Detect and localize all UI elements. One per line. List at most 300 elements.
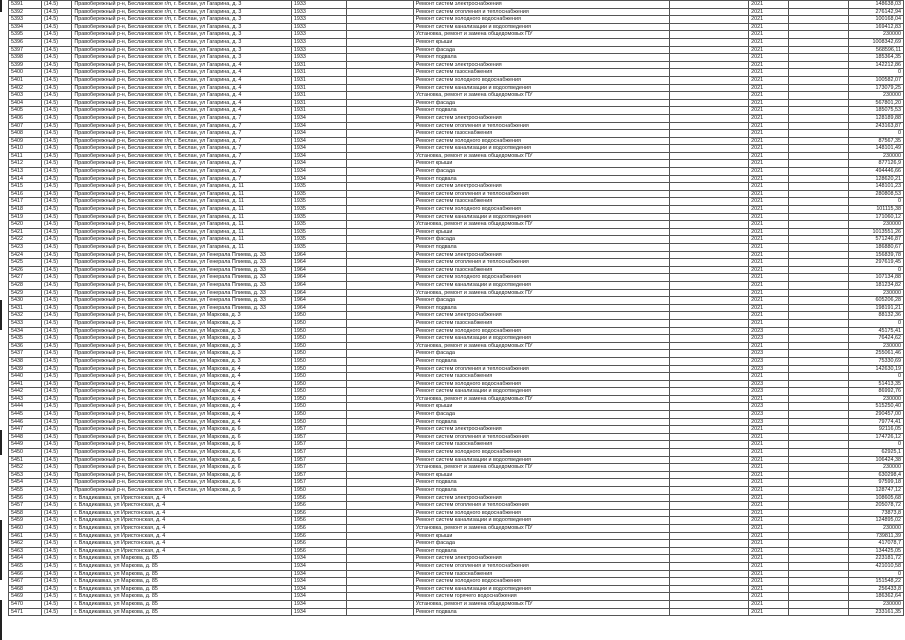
row-cost: 128747,12 <box>849 487 904 495</box>
row-region-code: (14.5) <box>41 23 71 31</box>
row-number: 5447 <box>9 426 42 434</box>
row-blank <box>789 509 849 517</box>
row-region-code: (14.5) <box>41 433 71 441</box>
row-cost: 1008342,69 <box>849 38 904 46</box>
row-region-code: (14.5) <box>41 449 71 457</box>
row-blank <box>789 23 849 31</box>
row-number: 5453 <box>9 471 42 479</box>
row-blank <box>669 99 748 107</box>
row-blank <box>669 555 748 563</box>
row-region-code: (14.5) <box>41 312 71 320</box>
row-work-type: Ремонт систем электроснабжения <box>413 114 669 122</box>
row-build-year: 1950 <box>291 312 346 320</box>
row-region-code: (14.5) <box>41 464 71 472</box>
table-row <box>9 479 904 487</box>
row-blank <box>789 61 849 69</box>
row-region-code: (14.5) <box>41 206 71 214</box>
row-blank <box>346 570 413 578</box>
row-blank <box>789 137 849 145</box>
repair-table <box>8 0 904 616</box>
row-blank <box>789 517 849 525</box>
row-build-year: 1933 <box>291 46 346 54</box>
row-blank <box>789 593 849 601</box>
row-blank <box>669 335 748 343</box>
row-blank <box>669 532 748 540</box>
row-plan-year: 2021 <box>749 54 789 62</box>
row-work-type: Ремонт систем электроснабжения <box>413 183 669 191</box>
row-address: г. Владикавказ, ул Иристонская, д. 4 <box>72 502 291 510</box>
row-blank <box>789 236 849 244</box>
row-build-year: 1950 <box>291 357 346 365</box>
row-address: Правобережный р-н, Беслановское г/п, г. Беслан, ул Генерала Плиева, д. 33 <box>72 281 291 289</box>
row-build-year: 1934 <box>291 175 346 183</box>
row-address: г. Владикавказ, ул Маркова, д. 85 <box>72 600 291 608</box>
row-region-code: (14.5) <box>41 517 71 525</box>
row-blank <box>346 312 413 320</box>
row-blank <box>669 1 748 9</box>
row-blank <box>789 540 849 548</box>
row-blank <box>789 99 849 107</box>
row-plan-year: 2021 <box>749 114 789 122</box>
row-build-year: 1957 <box>291 441 346 449</box>
row-number: 5403 <box>9 92 42 100</box>
row-build-year: 1934 <box>291 593 346 601</box>
row-region-code: (14.5) <box>41 479 71 487</box>
row-build-year: 1934 <box>291 600 346 608</box>
table-row <box>9 593 904 601</box>
row-region-code: (14.5) <box>41 46 71 54</box>
row-address: Правобережный р-н, Беслановское г/п, г. Беслан, ул Маркова, д. 4 <box>72 380 291 388</box>
row-cost: 230000 <box>849 524 904 532</box>
row-number: 5448 <box>9 433 42 441</box>
row-address: г. Владикавказ, ул Маркова, д. 85 <box>72 555 291 563</box>
row-region-code: (14.5) <box>41 289 71 297</box>
row-cost: 230000 <box>849 342 904 350</box>
row-work-type: Установка, ремонт и замена общедомовых ПУ <box>413 92 669 100</box>
row-cost: 630298,4 <box>849 471 904 479</box>
row-blank <box>669 502 748 510</box>
row-blank <box>346 16 413 24</box>
row-plan-year: 2021 <box>749 532 789 540</box>
row-build-year: 1957 <box>291 449 346 457</box>
row-cost: 156839,78 <box>849 251 904 259</box>
row-blank <box>789 1 849 9</box>
row-blank <box>346 509 413 517</box>
row-blank <box>346 8 413 16</box>
row-blank <box>789 464 849 472</box>
row-plan-year: 2023 <box>749 327 789 335</box>
row-number: 5429 <box>9 289 42 297</box>
row-address: г. Владикавказ, ул Маркова, д. 85 <box>72 585 291 593</box>
row-build-year: 1933 <box>291 38 346 46</box>
row-plan-year: 2021 <box>749 342 789 350</box>
row-build-year: 1950 <box>291 373 346 381</box>
row-work-type: Ремонт систем отопления и теплоснабжения <box>413 365 669 373</box>
row-address: Правобережный р-н, Беслановское г/п, г. Беслан, ул Маркова, д. 3 <box>72 342 291 350</box>
row-blank <box>346 418 413 426</box>
row-work-type: Установка, ремонт и замена общедомовых ПУ <box>413 289 669 297</box>
row-work-type: Ремонт систем канализации и водоотведения <box>413 23 669 31</box>
table-row <box>9 365 904 373</box>
row-blank <box>346 335 413 343</box>
row-work-type: Ремонт систем отопления и теплоснабжения <box>413 122 669 130</box>
row-work-type: Ремонт подвала <box>413 244 669 252</box>
row-plan-year: 2021 <box>749 312 789 320</box>
row-blank <box>789 426 849 434</box>
row-blank <box>346 608 413 616</box>
row-blank <box>669 213 748 221</box>
row-work-type: Ремонт систем холодного водоснабжения <box>413 327 669 335</box>
row-blank <box>669 471 748 479</box>
row-build-year: 1964 <box>291 259 346 267</box>
row-cost: 230000 <box>849 92 904 100</box>
row-build-year: 1950 <box>291 335 346 343</box>
row-blank <box>789 228 849 236</box>
row-blank <box>669 426 748 434</box>
row-blank <box>346 464 413 472</box>
row-blank <box>346 183 413 191</box>
row-blank <box>346 107 413 115</box>
row-address: Правобережный р-н, Беслановское г/п, г. Беслан, ул Гагарина, д. 7 <box>72 130 291 138</box>
row-number: 5401 <box>9 76 42 84</box>
table-row <box>9 137 904 145</box>
row-blank <box>346 600 413 608</box>
row-blank <box>789 585 849 593</box>
row-blank <box>789 532 849 540</box>
row-blank <box>789 479 849 487</box>
row-build-year: 1931 <box>291 84 346 92</box>
row-blank <box>789 471 849 479</box>
row-region-code: (14.5) <box>41 608 71 616</box>
row-build-year: 1933 <box>291 16 346 24</box>
row-region-code: (14.5) <box>41 259 71 267</box>
row-cost: 515250,40 <box>849 403 904 411</box>
table-row <box>9 183 904 191</box>
row-blank <box>789 373 849 381</box>
row-build-year: 1956 <box>291 524 346 532</box>
row-address: Правобережный р-н, Беслановское г/п, г. Беслан, ул Маркова, д. 3 <box>72 319 291 327</box>
row-number: 5394 <box>9 23 42 31</box>
row-work-type: Ремонт систем холодного водоснабжения <box>413 274 669 282</box>
table-row <box>9 433 904 441</box>
row-blank <box>669 137 748 145</box>
row-blank <box>789 403 849 411</box>
row-work-type: Ремонт систем холодного водоснабжения <box>413 449 669 457</box>
row-blank <box>346 403 413 411</box>
table-row <box>9 8 904 16</box>
row-blank <box>346 31 413 39</box>
row-build-year: 1934 <box>291 168 346 176</box>
row-build-year: 1956 <box>291 532 346 540</box>
table-row <box>9 524 904 532</box>
row-work-type: Ремонт систем канализации и водоотведения <box>413 281 669 289</box>
row-build-year: 1931 <box>291 61 346 69</box>
table-row <box>9 532 904 540</box>
row-build-year: 1934 <box>291 152 346 160</box>
row-number: 5391 <box>9 1 42 9</box>
row-cost: 280808,53 <box>849 190 904 198</box>
row-blank <box>669 570 748 578</box>
row-cost: 255061,46 <box>849 350 904 358</box>
row-blank <box>346 114 413 122</box>
row-cost: 75330,69 <box>849 357 904 365</box>
row-plan-year: 2023 <box>749 403 789 411</box>
row-region-code: (14.5) <box>41 319 71 327</box>
row-build-year: 1950 <box>291 327 346 335</box>
table-row <box>9 274 904 282</box>
row-blank <box>346 99 413 107</box>
row-work-type: Ремонт систем холодного водоснабжения <box>413 16 669 24</box>
row-blank <box>669 122 748 130</box>
row-number: 5454 <box>9 479 42 487</box>
row-blank <box>669 327 748 335</box>
table-row <box>9 509 904 517</box>
row-blank <box>669 190 748 198</box>
row-work-type: Ремонт систем газоснабжения <box>413 570 669 578</box>
row-address: Правобережный р-н, Беслановское г/п, г. Беслан, ул Гагарина, д. 11 <box>72 221 291 229</box>
row-number: 5437 <box>9 350 42 358</box>
row-plan-year: 2021 <box>749 555 789 563</box>
row-cost: 421010,58 <box>849 562 904 570</box>
row-plan-year: 2021 <box>749 578 789 586</box>
row-address: Правобережный р-н, Беслановское г/п, г. Беслан, ул Гагарина, д. 11 <box>72 244 291 252</box>
row-work-type: Ремонт систем канализации и водоотведения <box>413 456 669 464</box>
row-build-year: 1934 <box>291 608 346 616</box>
row-work-type: Ремонт подвала <box>413 357 669 365</box>
row-address: Правобережный р-н, Беслановское г/п, г. Беслан, ул Маркова, д. 4 <box>72 418 291 426</box>
row-blank <box>346 304 413 312</box>
row-build-year: 1935 <box>291 190 346 198</box>
row-work-type: Ремонт крыши <box>413 38 669 46</box>
row-cost: 88132,36 <box>849 312 904 320</box>
row-work-type: Ремонт подвала <box>413 487 669 495</box>
row-blank <box>346 433 413 441</box>
table-row <box>9 471 904 479</box>
row-cost: 148101,23 <box>849 183 904 191</box>
row-build-year: 1934 <box>291 562 346 570</box>
row-blank <box>669 517 748 525</box>
row-region-code: (14.5) <box>41 593 71 601</box>
row-blank <box>789 350 849 358</box>
row-build-year: 1957 <box>291 479 346 487</box>
row-address: г. Владикавказ, ул Иристонская, д. 4 <box>72 494 291 502</box>
row-plan-year: 2021 <box>749 107 789 115</box>
row-cost: 256433,8 <box>849 585 904 593</box>
row-blank <box>789 145 849 153</box>
row-blank <box>346 449 413 457</box>
table-row <box>9 46 904 54</box>
row-blank <box>789 206 849 214</box>
row-blank <box>346 555 413 563</box>
row-plan-year: 2021 <box>749 570 789 578</box>
row-region-code: (14.5) <box>41 426 71 434</box>
row-work-type: Ремонт систем канализации и водоотведения <box>413 335 669 343</box>
row-number: 5449 <box>9 441 42 449</box>
row-plan-year: 2021 <box>749 99 789 107</box>
row-blank <box>669 183 748 191</box>
row-work-type: Установка, ремонт и замена общедомовых ПУ <box>413 342 669 350</box>
row-blank <box>346 122 413 130</box>
row-work-type: Ремонт подвала <box>413 608 669 616</box>
row-build-year: 1950 <box>291 487 346 495</box>
row-cost: 142212,86 <box>849 61 904 69</box>
row-blank <box>669 114 748 122</box>
row-number: 5466 <box>9 570 42 578</box>
row-number: 5471 <box>9 608 42 616</box>
row-address: Правобережный р-н, Беслановское г/п, г. Беслан, ул Гагарина, д. 4 <box>72 99 291 107</box>
row-region-code: (14.5) <box>41 373 71 381</box>
row-number: 5462 <box>9 540 42 548</box>
row-blank <box>669 168 748 176</box>
row-blank <box>346 456 413 464</box>
table-row <box>9 570 904 578</box>
table-row <box>9 198 904 206</box>
row-work-type: Ремонт подвала <box>413 547 669 555</box>
row-blank <box>789 555 849 563</box>
row-cost: 51413,35 <box>849 380 904 388</box>
row-work-type: Ремонт систем газоснабжения <box>413 130 669 138</box>
row-blank <box>346 92 413 100</box>
row-blank <box>346 373 413 381</box>
row-blank <box>669 395 748 403</box>
row-blank <box>789 494 849 502</box>
row-region-code: (14.5) <box>41 198 71 206</box>
row-plan-year: 2021 <box>749 600 789 608</box>
row-cost: 151548,22 <box>849 578 904 586</box>
row-plan-year: 2021 <box>749 441 789 449</box>
row-address: г. Владикавказ, ул Иристонская, д. 4 <box>72 540 291 548</box>
row-region-code: (14.5) <box>41 137 71 145</box>
row-region-code: (14.5) <box>41 487 71 495</box>
table-row <box>9 130 904 138</box>
table-row <box>9 221 904 229</box>
row-plan-year: 2021 <box>749 449 789 457</box>
row-cost: 174726,12 <box>849 433 904 441</box>
row-blank <box>669 380 748 388</box>
row-region-code: (14.5) <box>41 547 71 555</box>
row-number: 5436 <box>9 342 42 350</box>
row-blank <box>669 540 748 548</box>
row-plan-year: 2021 <box>749 547 789 555</box>
row-region-code: (14.5) <box>41 350 71 358</box>
row-blank <box>346 350 413 358</box>
row-number: 5452 <box>9 464 42 472</box>
row-build-year: 1934 <box>291 555 346 563</box>
row-region-code: (14.5) <box>41 175 71 183</box>
row-region-code: (14.5) <box>41 395 71 403</box>
row-number: 5427 <box>9 274 42 282</box>
row-build-year: 1957 <box>291 426 346 434</box>
table-row <box>9 380 904 388</box>
row-build-year: 1933 <box>291 23 346 31</box>
row-region-code: (14.5) <box>41 236 71 244</box>
row-work-type: Ремонт систем газоснабжения <box>413 373 669 381</box>
row-plan-year: 2021 <box>749 304 789 312</box>
row-work-type: Ремонт крыши <box>413 403 669 411</box>
row-blank <box>789 274 849 282</box>
row-blank <box>789 365 849 373</box>
row-work-type: Ремонт крыши <box>413 160 669 168</box>
row-blank <box>669 175 748 183</box>
row-blank <box>669 130 748 138</box>
row-build-year: 1950 <box>291 350 346 358</box>
row-blank <box>346 168 413 176</box>
row-address: Правобережный р-н, Беслановское г/п, г. Беслан, ул Маркова, д. 3 <box>72 357 291 365</box>
row-blank <box>789 449 849 457</box>
row-region-code: (14.5) <box>41 562 71 570</box>
row-address: Правобережный р-н, Беслановское г/п, г. Беслан, ул Гагарина, д. 7 <box>72 160 291 168</box>
table-row <box>9 175 904 183</box>
row-address: г. Владикавказ, ул Иристонская, д. 4 <box>72 532 291 540</box>
row-cost: 230000 <box>849 221 904 229</box>
row-work-type: Ремонт систем канализации и водоотведения <box>413 213 669 221</box>
row-cost: 148101,49 <box>849 145 904 153</box>
row-cost: 185075,53 <box>849 107 904 115</box>
row-region-code: (14.5) <box>41 38 71 46</box>
row-region-code: (14.5) <box>41 555 71 563</box>
table-row <box>9 441 904 449</box>
row-blank <box>346 46 413 54</box>
row-blank <box>789 266 849 274</box>
row-region-code: (14.5) <box>41 107 71 115</box>
row-address: г. Владикавказ, ул Иристонская, д. 4 <box>72 547 291 555</box>
row-region-code: (14.5) <box>41 145 71 153</box>
row-build-year: 1933 <box>291 31 346 39</box>
row-cost: 0 <box>849 373 904 381</box>
row-address: Правобережный р-н, Беслановское г/п, г. Беслан, ул Гагарина, д. 4 <box>72 61 291 69</box>
row-build-year: 1935 <box>291 228 346 236</box>
table-row <box>9 373 904 381</box>
row-work-type: Ремонт систем канализации и водоотведения <box>413 388 669 396</box>
row-blank <box>789 221 849 229</box>
table-row <box>9 312 904 320</box>
row-region-code: (14.5) <box>41 31 71 39</box>
row-address: Правобережный р-н, Беслановское г/п, г. Беслан, ул Гагарина, д. 4 <box>72 107 291 115</box>
row-plan-year: 2023 <box>749 411 789 419</box>
row-work-type: Ремонт крыши <box>413 228 669 236</box>
row-work-type: Ремонт систем электроснабжения <box>413 555 669 563</box>
row-blank <box>789 281 849 289</box>
row-blank <box>669 145 748 153</box>
repair-schedule-sheet <box>8 0 904 616</box>
row-build-year: 1950 <box>291 319 346 327</box>
row-blank <box>346 578 413 586</box>
row-build-year: 1950 <box>291 411 346 419</box>
row-plan-year: 2021 <box>749 38 789 46</box>
row-plan-year: 2021 <box>749 137 789 145</box>
row-blank <box>669 449 748 457</box>
row-blank <box>789 190 849 198</box>
row-region-code: (14.5) <box>41 92 71 100</box>
row-build-year: 1957 <box>291 471 346 479</box>
table-row <box>9 578 904 586</box>
row-plan-year: 2021 <box>749 84 789 92</box>
row-plan-year: 2021 <box>749 46 789 54</box>
row-region-code: (14.5) <box>41 61 71 69</box>
row-address: Правобережный р-н, Беслановское г/п, г. Беслан, ул Гагарина, д. 4 <box>72 84 291 92</box>
row-build-year: 1934 <box>291 122 346 130</box>
table-row <box>9 456 904 464</box>
row-plan-year: 2021 <box>749 593 789 601</box>
row-build-year: 1934 <box>291 160 346 168</box>
row-blank <box>669 350 748 358</box>
row-blank <box>346 357 413 365</box>
row-number: 5432 <box>9 312 42 320</box>
row-plan-year: 2021 <box>749 206 789 214</box>
row-work-type: Установка, ремонт и замена общедомовых ПУ <box>413 395 669 403</box>
row-cost: 101115,38 <box>849 206 904 214</box>
table-row <box>9 388 904 396</box>
